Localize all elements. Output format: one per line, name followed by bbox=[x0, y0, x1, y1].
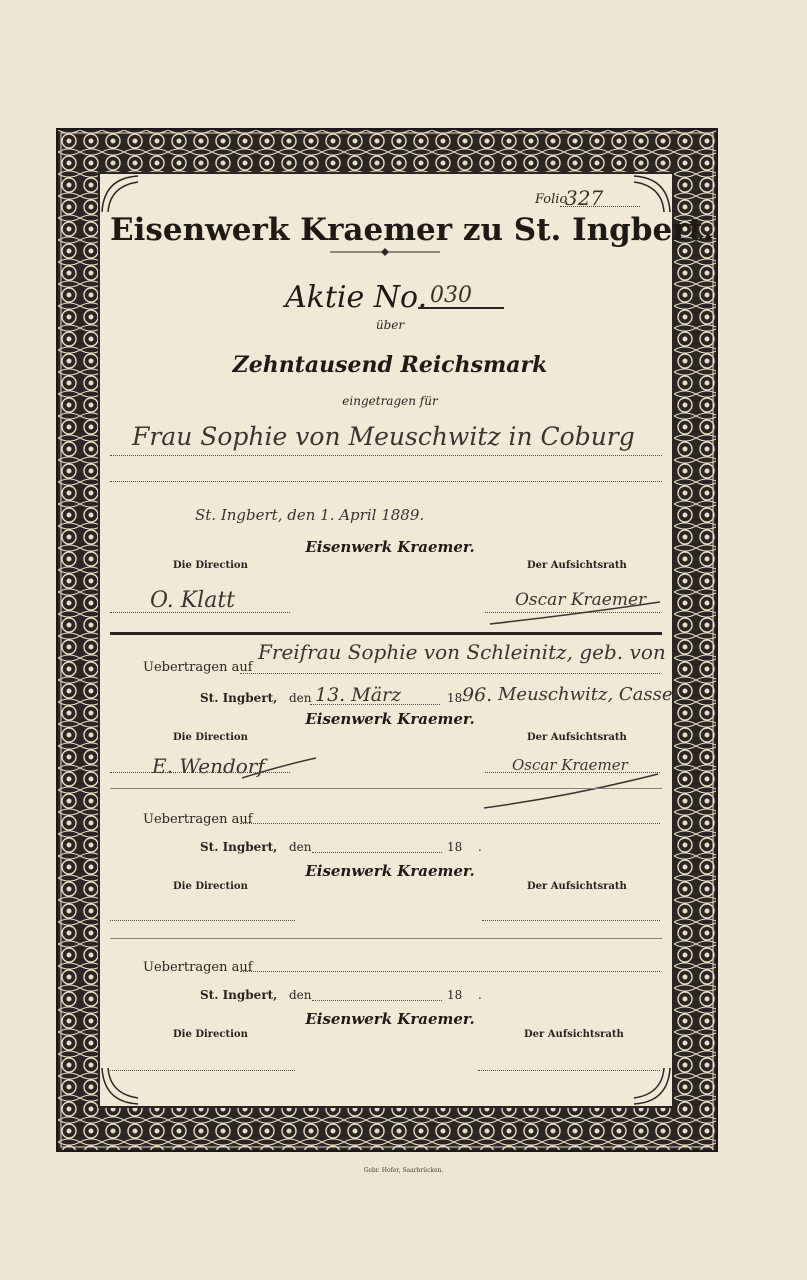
transfer-3-company: Eisenwerk Kraemer. bbox=[305, 1010, 475, 1028]
company-title: Eisenwerk Kraemer zu St. Ingbert. bbox=[110, 212, 714, 248]
transfer-2-company: Eisenwerk Kraemer. bbox=[305, 862, 475, 880]
transfer-1-date: 13. März bbox=[315, 684, 402, 706]
transfer-3-sig-line-right bbox=[478, 1070, 660, 1071]
transfer-1-sig-line-right bbox=[485, 772, 660, 773]
transfer-1-sig-right: Oscar Kraemer bbox=[512, 756, 628, 774]
transfer-1-prefix: Uebertragen auf bbox=[143, 660, 253, 675]
transfer-1-extra: Meuschwitz, Cassel bbox=[498, 684, 679, 705]
transfer-2-date-line bbox=[312, 852, 442, 853]
direction-label: Die Direction bbox=[173, 560, 248, 571]
transfer-2-line bbox=[240, 823, 660, 824]
transfer-1-year-prefix: 18 bbox=[447, 691, 463, 705]
corner-flourish-icon bbox=[100, 1066, 140, 1106]
transfer-1-sig-line-left bbox=[110, 772, 290, 773]
transfer-3-line bbox=[240, 971, 660, 972]
transfer-1-year: 96. bbox=[462, 684, 493, 706]
transfer-3-den: den bbox=[289, 988, 312, 1002]
transfer-1-divider bbox=[110, 788, 662, 789]
transfer-1-sig-left: E. Wendorf bbox=[152, 754, 265, 778]
owner-line-2 bbox=[110, 481, 662, 482]
transfer-3-direction: Die Direction bbox=[173, 1029, 248, 1040]
ueber-text: über bbox=[375, 318, 405, 332]
transfer-3-year-prefix: 18 bbox=[447, 988, 463, 1002]
signature-flourish-icon bbox=[482, 770, 662, 812]
title-ornament-icon bbox=[330, 247, 440, 257]
transfer-1-place: St. Ingbert, bbox=[200, 691, 278, 705]
transfer-2-sig-line-left bbox=[110, 920, 295, 921]
signature-flourish-icon bbox=[240, 752, 320, 782]
aktie-number: 030 bbox=[430, 283, 472, 308]
transfer-3-aufsichtsrath: Der Aufsichtsrath bbox=[524, 1029, 624, 1040]
issue-date: St. Ingbert, den 1. April 1889. bbox=[195, 506, 425, 524]
transfer-3-sig-line-left bbox=[110, 1070, 295, 1071]
folio-line bbox=[560, 206, 640, 208]
signature-direction: O. Klatt bbox=[150, 588, 236, 613]
signature-flourish-icon bbox=[488, 596, 663, 628]
transfer-1-name: Freifrau Sophie von Schleinitz, geb. von bbox=[258, 640, 666, 664]
owner-line bbox=[110, 455, 662, 456]
transfer-1-den: den bbox=[289, 691, 312, 705]
folio-label: Folio bbox=[535, 192, 568, 207]
transfer-2-place: St. Ingbert, bbox=[200, 840, 278, 854]
signature-aufsichtsrath: Oscar Kraemer bbox=[515, 590, 647, 610]
transfer-3-label: Uebertragen auf bbox=[143, 960, 253, 975]
divider-main bbox=[110, 632, 662, 635]
transfer-2-den: den bbox=[289, 840, 312, 854]
eingetragen-text: eingetragen für bbox=[342, 394, 438, 408]
amount-text: Zehntausend Reichsmark bbox=[232, 352, 548, 378]
transfer-1-label bbox=[143, 660, 253, 675]
corner-flourish-icon bbox=[100, 174, 140, 214]
transfer-1-company: Eisenwerk Kraemer. bbox=[305, 710, 475, 728]
transfer-3-date-line bbox=[312, 1000, 442, 1001]
aufsichtsrath-label: Der Aufsichtsrath bbox=[527, 560, 627, 571]
folio-number: 327 bbox=[565, 186, 604, 210]
corner-flourish-icon bbox=[632, 174, 672, 214]
company-name: Eisenwerk Kraemer. bbox=[305, 538, 475, 556]
transfer-2-dot: . bbox=[478, 840, 482, 854]
transfer-2-direction: Die Direction bbox=[173, 881, 248, 892]
transfer-3-dot: . bbox=[478, 988, 482, 1002]
printer-mark: Gebr. Hofer, Saarbrücken. bbox=[363, 1167, 444, 1174]
owner-handwritten: Frau Sophie von Meuschwitz in Coburg bbox=[132, 422, 635, 451]
corner-flourish-icon bbox=[632, 1066, 672, 1106]
transfer-2-sig-line-right bbox=[482, 920, 660, 921]
transfer-1-aufsichtsrath: Der Aufsichtsrath bbox=[527, 732, 627, 743]
transfer-2-label: Uebertragen auf bbox=[143, 812, 253, 827]
aktie-label: Aktie No. bbox=[285, 280, 428, 315]
transfer-3-place: St. Ingbert, bbox=[200, 988, 278, 1002]
transfer-2-divider bbox=[110, 938, 662, 939]
transfer-1-line bbox=[240, 673, 660, 674]
transfer-2-aufsichtsrath: Der Aufsichtsrath bbox=[527, 881, 627, 892]
aktie-number-line bbox=[418, 307, 504, 309]
transfer-1-date-line bbox=[310, 704, 440, 705]
transfer-2-year-prefix: 18 bbox=[447, 840, 463, 854]
signature-line-left bbox=[110, 612, 290, 613]
transfer-1-direction: Die Direction bbox=[173, 732, 248, 743]
